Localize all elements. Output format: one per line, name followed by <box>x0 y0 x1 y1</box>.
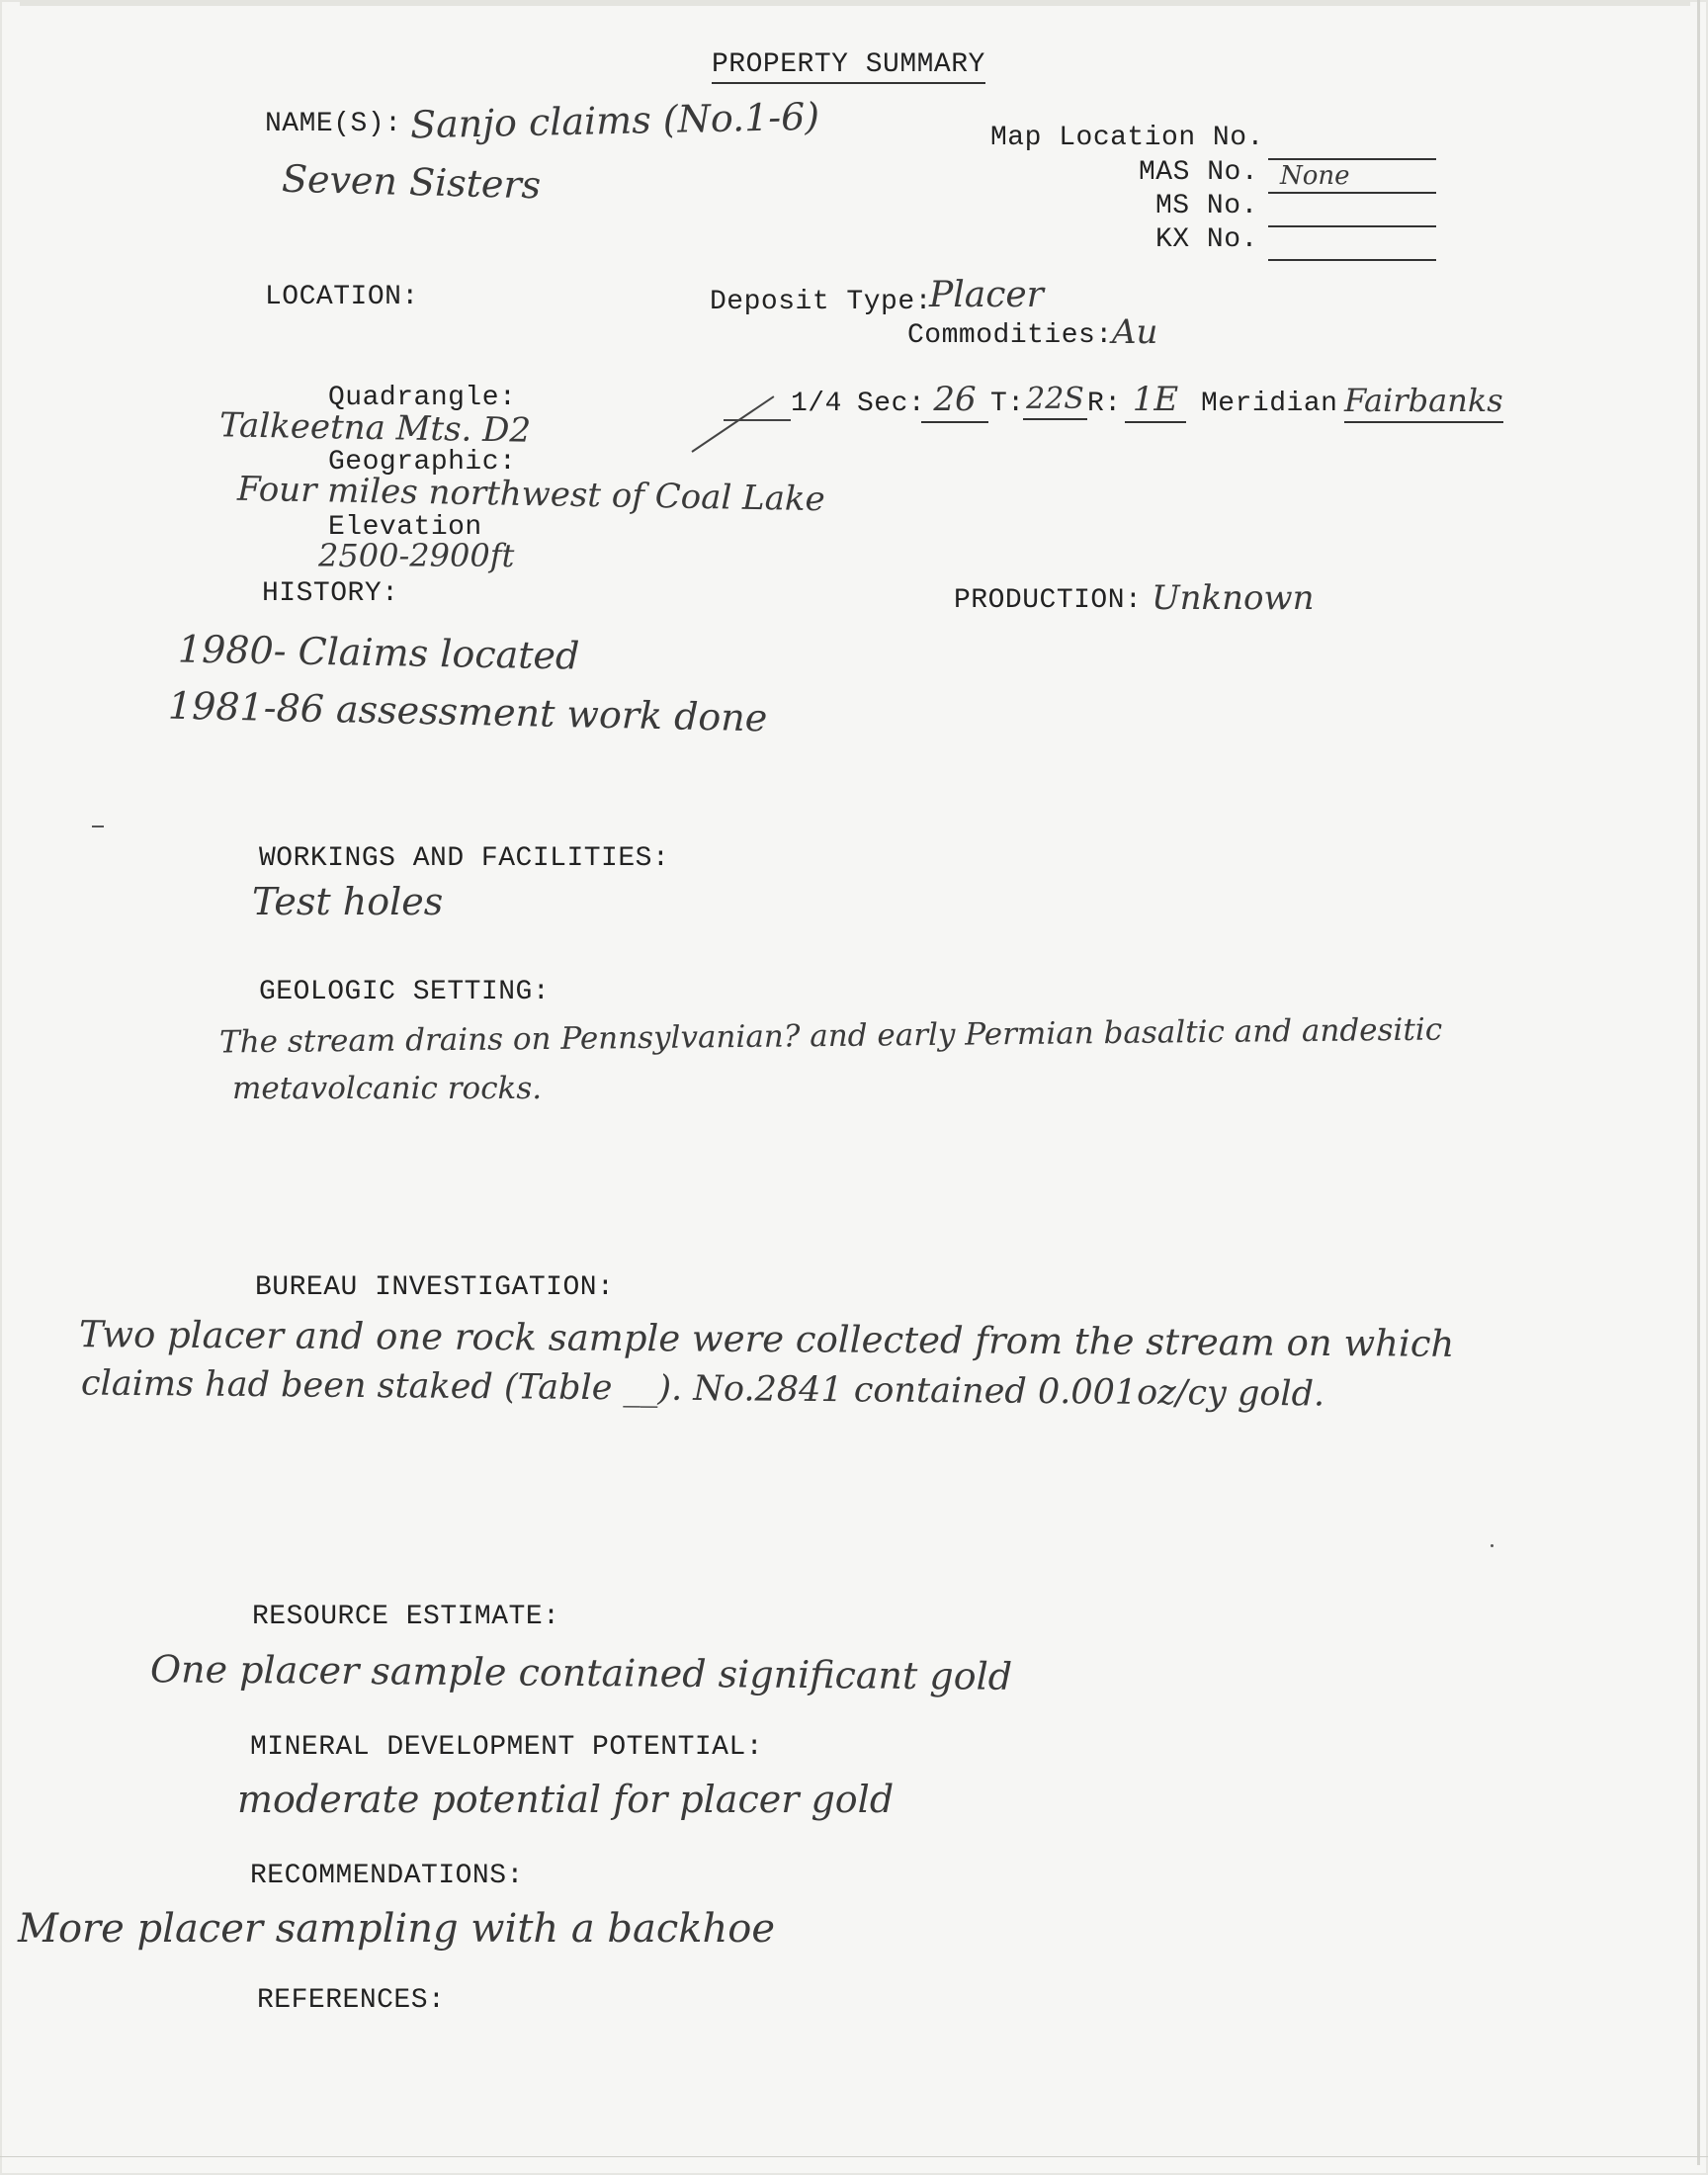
production-label: PRODUCTION: <box>954 585 1143 616</box>
ms-label: MS No. <box>1155 191 1258 221</box>
t-label: T: <box>990 389 1025 419</box>
geologic-line1: The stream drains on Pennsylvanian? and early Permian basaltic and andesitic <box>218 1011 1443 1061</box>
geographic-label: Geographic: <box>328 447 517 478</box>
meridian-label: Meridian <box>1201 389 1338 419</box>
history-label: HISTORY: <box>262 578 399 609</box>
commodities-value: Au <box>1112 312 1158 352</box>
meridian-value: Fairbanks <box>1344 382 1503 423</box>
map-location-blank <box>1268 158 1436 160</box>
recommendations-label: RECOMMENDATIONS: <box>250 1861 524 1891</box>
geographic-value: Four miles northwest of Coal Lake <box>236 469 826 520</box>
production-value: Unknown <box>1152 578 1315 618</box>
scan-edge-top <box>20 0 1690 6</box>
quarter-label: 1/4 <box>791 389 842 419</box>
names-line1: Sanjo claims (No.1-6) <box>409 94 820 147</box>
bureau-line1: Two placer and one rock sample were collected from the stream on which <box>78 1313 1455 1365</box>
geologic-label: GEOLOGIC SETTING: <box>259 977 551 1007</box>
mas-value: None <box>1280 161 1350 191</box>
map-location-label: Map Location No. <box>990 123 1264 153</box>
resource-label: RESOURCE ESTIMATE: <box>252 1602 560 1632</box>
quadrangle-label: Quadrangle: <box>328 383 517 413</box>
workings-value: Test holes <box>252 880 444 923</box>
bureau-line2: claims had been staked (Table __). No.2841 contained 0.001oz/cy gold. <box>80 1363 1325 1415</box>
resource-value: One placer sample contained significant gold <box>149 1647 1013 1698</box>
references-label: REFERENCES: <box>257 1985 446 2016</box>
mineral-value: moderate potential for placer gold <box>237 1778 895 1821</box>
elevation-label: Elevation <box>328 512 482 543</box>
deposit-type-label: Deposit Type: <box>710 287 932 317</box>
mineral-label: MINERAL DEVELOPMENT POTENTIAL: <box>250 1732 764 1763</box>
kx-blank <box>1268 259 1436 261</box>
names-label: NAME(S): <box>265 109 402 139</box>
deposit-type-value: Placer <box>929 275 1044 315</box>
sec-value: 26 <box>921 380 988 423</box>
ms-blank <box>1268 225 1436 227</box>
history-line1: 1980- Claims located <box>177 627 580 678</box>
elevation-value: 2500-2900ft <box>318 537 515 574</box>
stray-mark <box>92 826 104 827</box>
geologic-line2: metavolcanic rocks. <box>232 1071 543 1106</box>
mas-label: MAS No. <box>1139 157 1259 188</box>
r-value: 1E <box>1125 380 1186 423</box>
quarter-strike-diagonal <box>691 395 774 453</box>
t-value: 22S <box>1023 382 1087 420</box>
history-line2: 1981-86 assessment work done <box>167 683 768 740</box>
workings-label: WORKINGS AND FACILITIES: <box>259 843 670 874</box>
names-line2: Seven Sisters <box>281 156 542 208</box>
commodities-label: Commodities: <box>907 320 1113 351</box>
mas-blank <box>1268 192 1436 194</box>
recommendations-value: More placer sampling with a backhoe <box>18 1906 776 1952</box>
bureau-label: BUREAU INVESTIGATION: <box>255 1272 615 1303</box>
scan-edge-bottom <box>0 2156 1708 2157</box>
location-label: LOCATION: <box>265 282 419 312</box>
page-title: PROPERTY SUMMARY <box>712 49 985 84</box>
sec-label: Sec: <box>857 389 926 419</box>
quadrangle-value: Talkeetna Mts. D2 <box>218 405 532 451</box>
stray-dot <box>1491 1544 1494 1547</box>
scan-edge-right <box>1697 0 1700 2165</box>
r-label: R: <box>1087 389 1122 419</box>
kx-label: KX No. <box>1155 224 1258 255</box>
